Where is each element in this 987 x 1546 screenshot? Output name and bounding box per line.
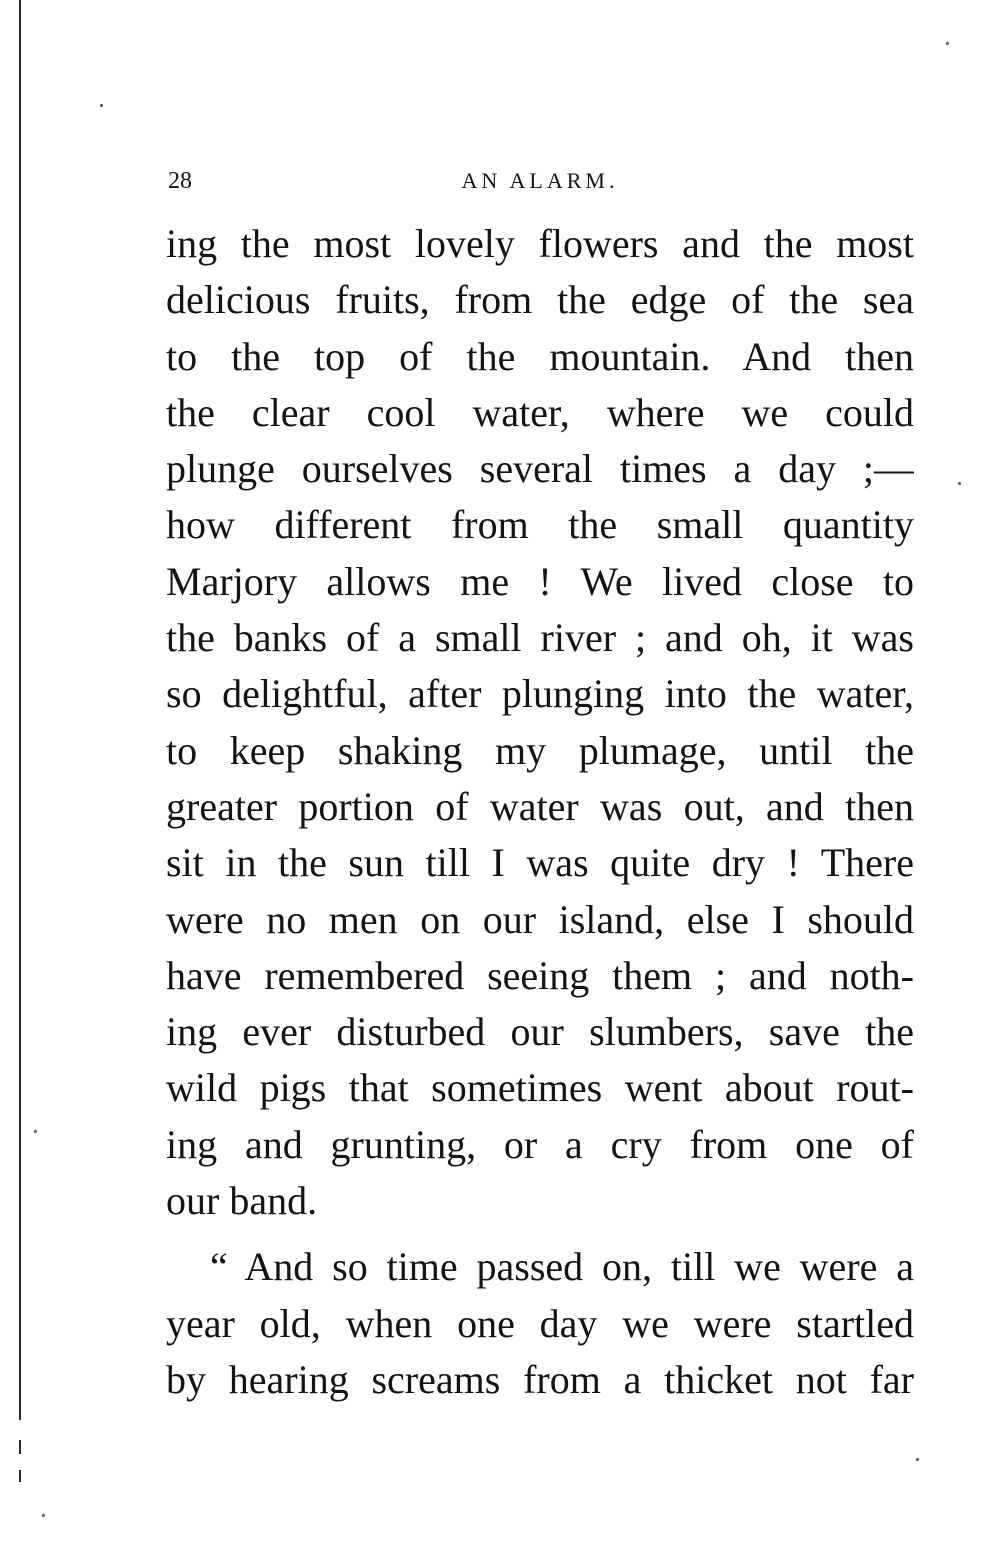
paper-speck	[946, 42, 949, 45]
body-text	[166, 216, 914, 1408]
text-line: the banks of a small river ; and oh, it was	[166, 615, 914, 661]
text-line: how different from the small quantity	[166, 502, 914, 548]
paper-speck	[42, 1514, 45, 1517]
page-edge-line	[19, 0, 21, 1420]
text-line: our band.	[166, 1178, 318, 1224]
paper-speck	[100, 104, 103, 107]
running-head	[166, 162, 914, 206]
text-line: to keep shaking my plumage, until the	[166, 727, 914, 773]
text-line: the clear cool water, where we could	[166, 389, 914, 435]
text-line: plunge ourselves several times a day ;—	[166, 446, 914, 492]
text-line: year old, when one day we were startled	[166, 1300, 914, 1346]
page-number: 28	[168, 168, 192, 194]
text-line: by hearing screams from a thicket not far	[166, 1356, 914, 1402]
paper-speck	[958, 482, 961, 485]
paragraph-2	[166, 1239, 914, 1408]
text-line: wild pigs that sometimes went about rout-	[166, 1065, 914, 1111]
text-line: greater portion of water was out, and then	[166, 783, 914, 829]
text-line: “ And so time passed on, till we were a	[210, 1244, 914, 1290]
text-line: so delightful, after plunging into the water,	[166, 671, 914, 717]
book-page	[166, 162, 914, 1408]
paragraph-1	[166, 216, 914, 1229]
text-line: sit in the sun till I was quite dry ! There	[166, 840, 914, 886]
text-line: delicious fruits, from the edge of the sea	[166, 277, 914, 323]
paragraph-gap	[166, 1229, 914, 1239]
paper-speck	[34, 1130, 37, 1133]
text-line: to the top of the mountain. And then	[166, 333, 914, 379]
text-line: ing and grunting, or a cry from one of	[166, 1121, 914, 1167]
chapter-title: AN ALARM.	[461, 168, 619, 193]
text-line: ing ever disturbed our slumbers, save the	[166, 1009, 914, 1055]
text-line: have remembered seeing them ; and noth-	[166, 952, 914, 998]
text-line: were no men on our island, else I should	[166, 896, 914, 942]
text-line: ing the most lovely flowers and the most	[166, 221, 914, 266]
page-edge-fragment	[19, 1470, 21, 1482]
page-edge-fragment	[19, 1440, 21, 1454]
text-line: Marjory allows me ! We lived close to	[166, 558, 914, 604]
paper-speck	[916, 1458, 919, 1461]
